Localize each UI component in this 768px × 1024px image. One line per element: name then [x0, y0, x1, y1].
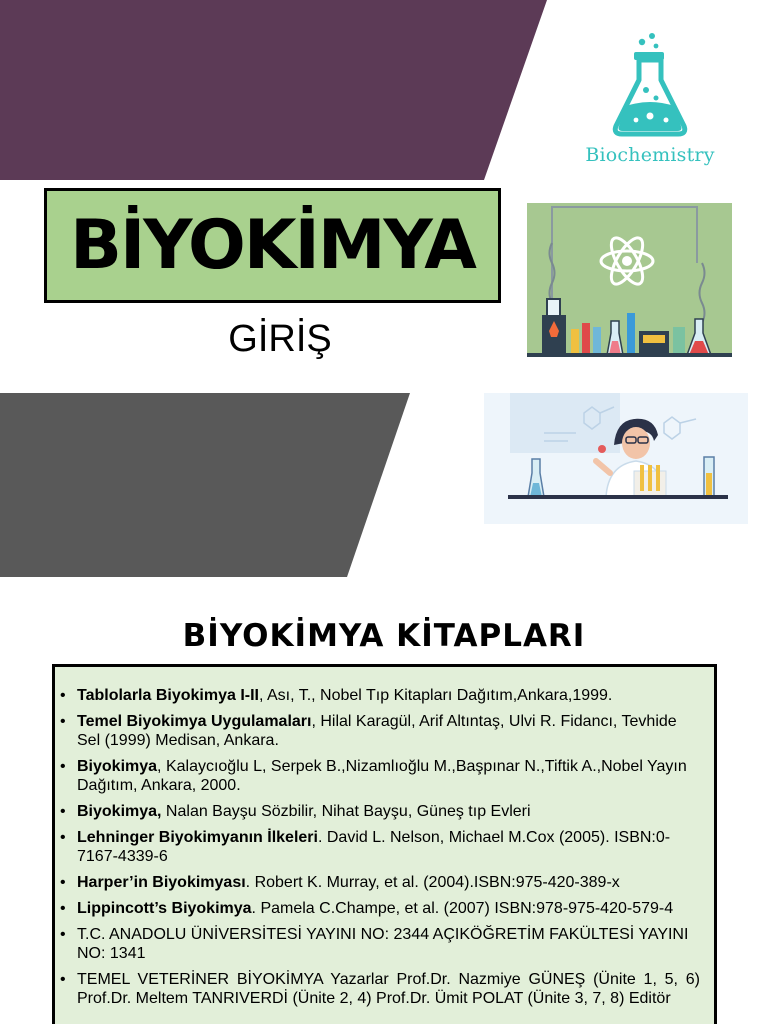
book-title: Biyokimya	[77, 758, 158, 775]
books-box	[52, 664, 717, 1024]
book-details: . David L. Nelson, Michael M.Cox (2005). ISBN:0-7167-4339-6	[77, 829, 671, 865]
flask-icon	[580, 30, 720, 142]
book-item	[75, 925, 700, 963]
page-title: BİYOKİMYA	[70, 206, 475, 285]
book-details: TEMEL VETERİNER BİYOKİMYA Yazarlar Prof.Dr. Nazmiye GÜNEŞ (Ünite 1, 5, 6) Prof.Dr. Meltem TANRIVERDİ (Ünite 2, 4) Prof.Dr. Ümit POLAT (Ünite 3, 7, 8) Editör	[77, 971, 700, 1007]
book-title: Lippincott’s Biyokimya	[77, 900, 252, 917]
book-title: Biyokimya,	[77, 803, 162, 820]
book-details: . Pamela C.Champe, et al. (2007) ISBN:978-975-420-579-4	[251, 900, 674, 917]
book-details: . Robert K. Murray, et al. (2004).ISBN:975-420-389-x	[245, 874, 620, 891]
books-heading: BİYOKİMYA KİTAPLARI	[182, 618, 586, 654]
book-details: , Ası, T., Nobel Tıp Kitapları Dağıtım,Ankara,1999.	[258, 687, 613, 704]
book-title: Temel Biyokimya Uygulamaları	[77, 713, 312, 730]
page-subtitle: GİRİŞ	[228, 318, 332, 360]
books-list	[75, 686, 700, 1008]
logo-text: Biochemistry	[585, 144, 715, 166]
book-item	[75, 970, 700, 1008]
book-details: Nalan Bayşu Sözbilir, Nihat Bayşu, Güneş tıp Evleri	[161, 803, 531, 820]
book-item	[75, 899, 700, 918]
book-item	[75, 712, 700, 750]
biochemistry-logo	[580, 30, 720, 170]
book-details: , Kalaycıoğlu L, Serpek B.,Nizamlıoğlu M.,Başpınar N.,Tiftik A.,Nobel Yayın Dağıtım, Ankara, 2000.	[77, 758, 687, 794]
book-item	[75, 757, 700, 795]
title-box	[44, 188, 501, 303]
book-item	[75, 873, 700, 892]
book-details: , Hilal Karagül, Arif Altıntaş, Ulvi R. Fidancı, Tevhide Sel (1999) Medisan, Ankara.	[77, 713, 677, 749]
book-item	[75, 802, 700, 821]
books-slide	[0, 578, 768, 1024]
lab-illustration	[527, 203, 732, 357]
book-title: Harper’in Biyokimyası	[77, 874, 246, 891]
book-title: Tablolarla Biyokimya I-II	[77, 687, 259, 704]
book-details: T.C. ANADOLU ÜNİVERSİTESİ YAYINI NO: 2344 AÇIKÖĞRETİM FAKÜLTESİ YAYINI NO: 1341	[77, 926, 689, 962]
book-title: Lehninger Biyokimyanın İlkeleri	[77, 829, 318, 846]
scientist-illustration	[484, 393, 748, 524]
book-item	[75, 828, 700, 866]
book-item	[75, 686, 700, 705]
